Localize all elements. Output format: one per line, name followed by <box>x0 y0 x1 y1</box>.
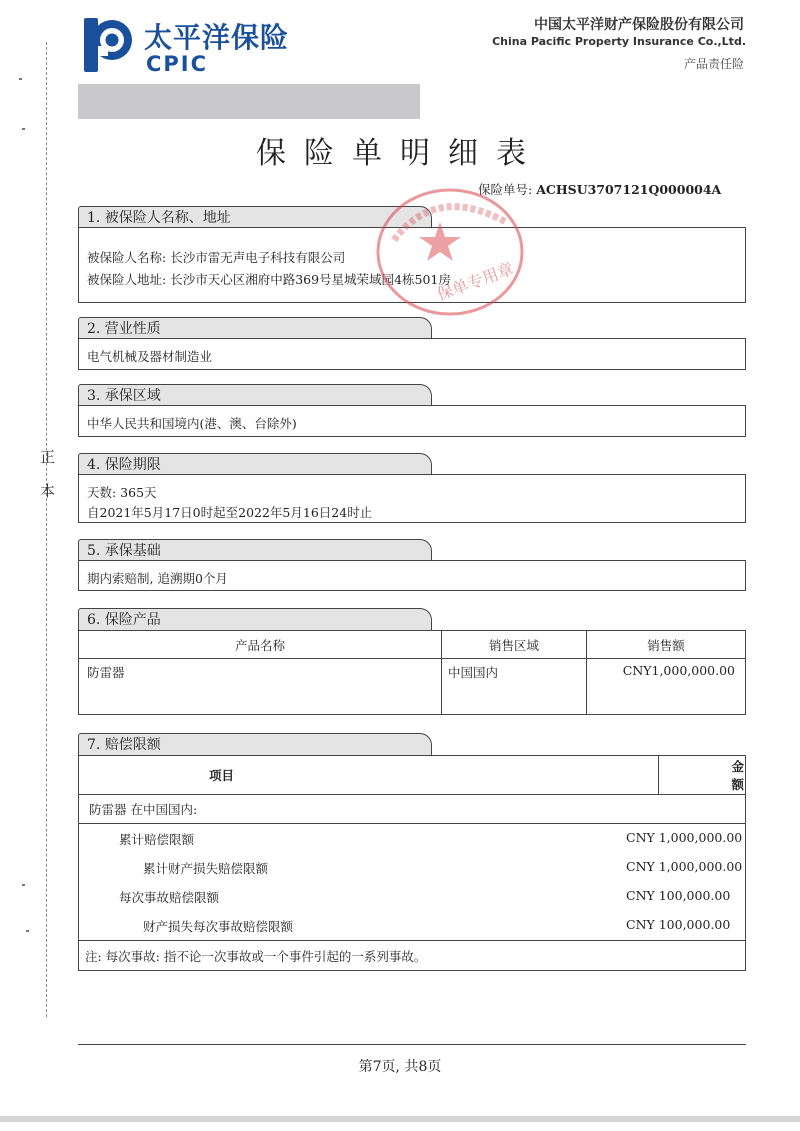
product-name: 防雷器 <box>79 659 442 715</box>
col-amount: 金额 <box>659 756 746 795</box>
col-sales-region: 销售区域 <box>442 631 587 659</box>
business-nature: 电气机械及器材制造业 <box>87 349 213 364</box>
limits-group-row <box>79 795 746 824</box>
section-5-title: 5. 承保基础 <box>78 539 432 561</box>
brand-name-cn: 太平洋保险 <box>144 21 290 54</box>
side-mark-ben: 本 <box>40 482 56 500</box>
insured-name-line <box>87 248 345 266</box>
section-5-body <box>78 560 746 591</box>
document-title: 保险单明细表 <box>256 136 544 171</box>
period-days: 天数: 365天 <box>87 485 157 500</box>
table-row <box>79 659 746 715</box>
product-table <box>78 630 746 715</box>
limit-aggregate-property-amount: CNY 1,000,000.00 <box>626 859 743 874</box>
scan-speck <box>19 78 22 80</box>
footer-divider <box>78 1044 746 1045</box>
limit-per-occurrence-label: 每次事故赔偿限额 <box>119 890 220 905</box>
binding-margin-line <box>46 42 47 1017</box>
coverage-territory: 中华人民共和国境内(港、澳、台除外) <box>87 416 297 431</box>
insured-address-label: 被保险人地址: <box>87 272 167 287</box>
scan-edge <box>0 1116 800 1122</box>
stamp-text: 保单专用章 <box>434 258 517 305</box>
limits-table <box>78 755 746 971</box>
insured-address-value: 长沙市天心区湘府中路369号星城荣域园4栋501房 <box>170 272 451 287</box>
col-product-name: 产品名称 <box>79 631 442 659</box>
page-number: 第7页, 共8页 <box>358 1059 442 1075</box>
limit-property-per-occurrence-label: 财产损失每次事故赔偿限额 <box>143 919 294 934</box>
limit-aggregate-label: 累计赔偿限额 <box>119 832 195 847</box>
limits-group-label: 防雷器 在中国国内: <box>79 795 746 824</box>
section-6-title: 6. 保险产品 <box>78 608 432 630</box>
section-3-body <box>78 405 746 437</box>
section-3-title: 3. 承保区域 <box>78 384 432 406</box>
col-sales-amount: 销售额 <box>587 631 746 659</box>
product-amount: CNY1,000,000.00 <box>587 659 746 715</box>
limits-table-header <box>79 756 746 795</box>
section-2-title: 2. 营业性质 <box>78 317 432 339</box>
insured-name-label: 被保险人名称: <box>87 250 167 265</box>
scan-speck <box>26 930 29 932</box>
cpic-logo-icon <box>82 16 134 74</box>
scan-speck <box>22 884 25 886</box>
policy-number-value: ACHSU3707121Q000004A <box>536 182 722 197</box>
company-name-cn: 中国太平洋财产保险股份有限公司 <box>534 17 744 33</box>
limits-note-row <box>79 941 746 971</box>
brand-name-en: CPIC <box>146 52 209 76</box>
section-1-title: 1. 被保险人名称、地址 <box>78 206 432 228</box>
product-table-header <box>79 631 746 659</box>
side-mark-zheng: 正 <box>40 448 56 466</box>
product-type: 产品责任险 <box>683 57 744 71</box>
section-4-title: 4. 保险期限 <box>78 453 432 475</box>
redaction-bar <box>78 84 420 119</box>
official-seal-stamp <box>366 182 526 320</box>
policy-number-label: 保险单号: <box>478 182 533 197</box>
product-region: 中国国内 <box>442 659 587 715</box>
limits-note: 注: 每次事故: 指不论一次事故或一个事件引起的一系列事故。 <box>79 941 746 971</box>
limit-per-occurrence-amount: CNY 100,000.00 <box>626 888 731 903</box>
limit-aggregate-property-label: 累计财产损失赔偿限额 <box>143 861 269 876</box>
company-name-en: China Pacific Property Insurance Co.,Ltd. <box>492 35 746 48</box>
insured-name-value: 长沙市雷无声电子科技有限公司 <box>170 250 346 265</box>
period-range: 自2021年5月17日0时起至2022年5月16日24时止 <box>87 505 373 520</box>
col-item: 项目 <box>79 756 659 795</box>
section-7-title: 7. 赔偿限额 <box>78 733 432 755</box>
limit-aggregate-amount: CNY 1,000,000.00 <box>626 830 743 845</box>
coverage-basis: 期内索赔制, 追溯期0个月 <box>87 571 228 586</box>
section-2-body <box>78 338 746 370</box>
section-4-body <box>78 474 746 523</box>
limit-property-per-occurrence-amount: CNY 100,000.00 <box>626 917 731 932</box>
limits-items <box>79 824 745 940</box>
limits-items-row <box>79 824 746 941</box>
